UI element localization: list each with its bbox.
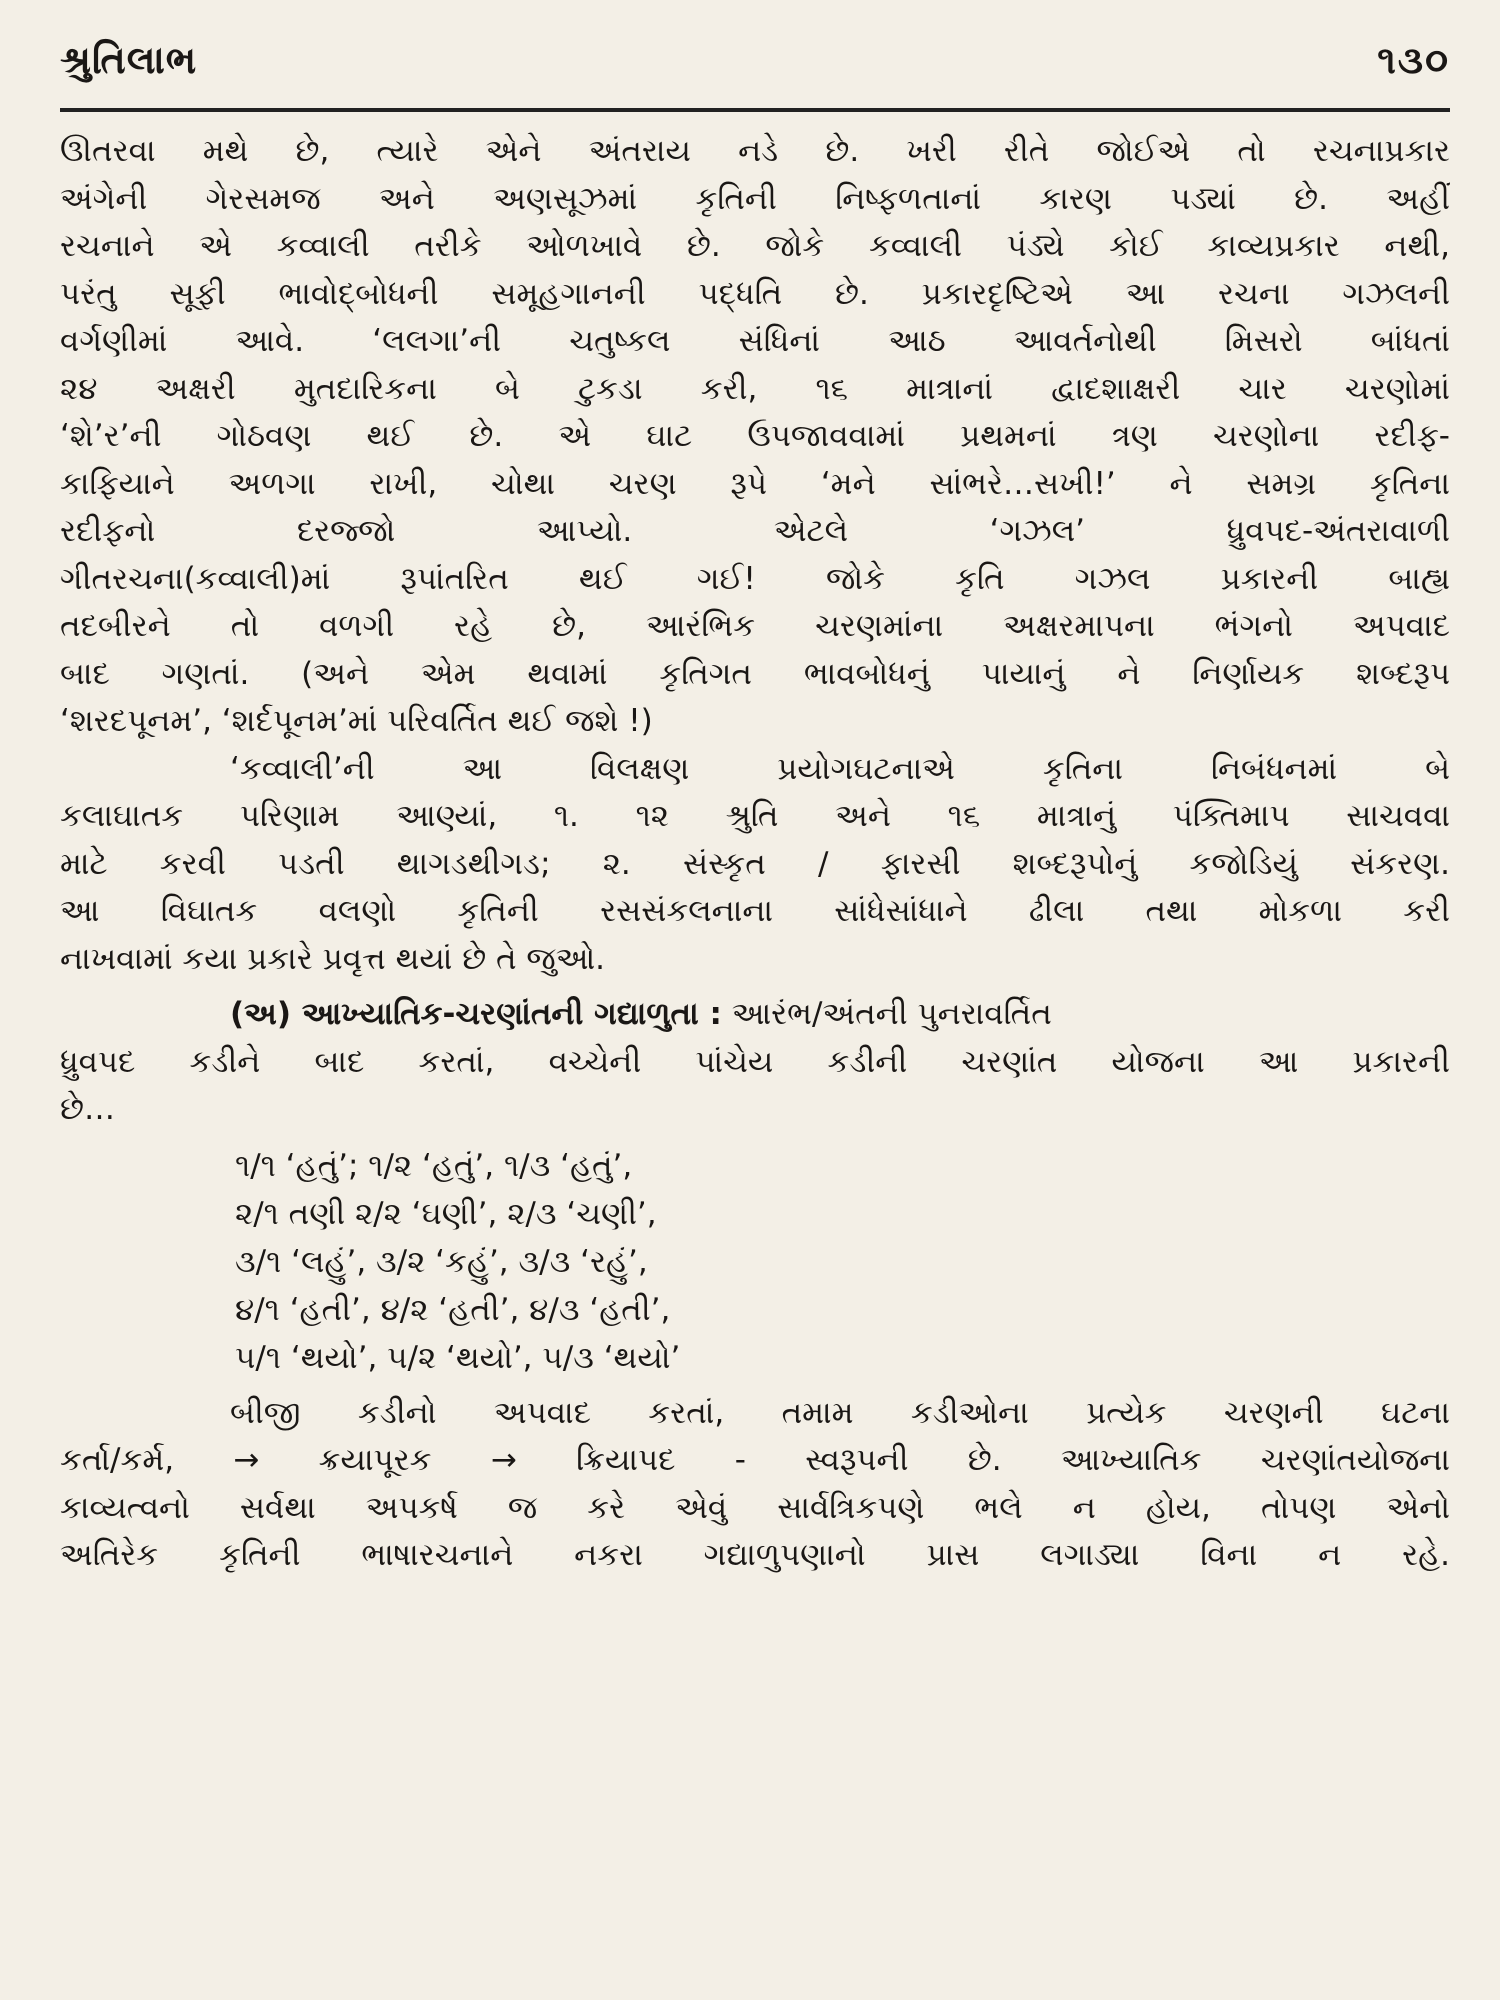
text-line: ‘કવ્વાલી’ની આ વિલક્ષણ પ્રયોગઘટનાએ કૃતિના નિબંધનમાં બે [230, 750, 1450, 787]
text-line: પરંતુ સૂફી ભાવોદ્‌બોધની સમૂહગાનની પદ્ધતિ છે. પ્રકારદૃષ્ટિએ આ રચના ગઝલની [60, 275, 1450, 312]
text-line: વર્ગણીમાં આવે. ‘લલગા’ની ચતુષ્કલ સંધિનાં આઠ આવર્તનોથી મિસરો બાંધતાં [60, 323, 1450, 359]
paragraph-gap [60, 1382, 1450, 1390]
text-line: ધ્રુવપદ કડીને બાદ કરતાં, વચ્ચેની પાંચેય કડીની ચરણાંત યોજના આ પ્રકારની [60, 1043, 1450, 1080]
text-line: ગીતરચના(કવ્વાલી)માં રૂપાંતરિત થઈ ગઈ! જોકે કૃતિ ગઝલ પ્રકારની બાહ્ય [60, 560, 1450, 597]
text-line: આ વિઘાતક વલણો કૃતિની રસસંકલનાના સાંધેસાંધાને ઢીલા તથા મોકળા કરી [60, 893, 1450, 929]
list-item: ૪/૧ ‘હતી’, ૪/૨ ‘હતી’, ૪/૩ ‘હતી’, [235, 1291, 671, 1328]
page-header [60, 30, 1450, 110]
header-rule [60, 108, 1450, 112]
text-line: કાવ્યત્વનો સર્વથા અપકર્ષ જ કરે એવું સાર્વત્રિકપણે ભલે ન હોય, તોપણ એનો [60, 1489, 1450, 1526]
text-line: તદબીરને તો વળગી રહે છે, આરંભિક ચરણમાંના અક્ષરમાપના ભંગનો અપવાદ [60, 608, 1450, 644]
list-item: ૫/૧ ‘થયો’, ૫/૨ ‘થયો’, ૫/૩ ‘થયો’ [235, 1339, 681, 1376]
body-text [60, 128, 1450, 1580]
paragraph-1 [60, 128, 1450, 746]
rhyme-scheme-list [60, 1142, 1450, 1382]
text-line: રચનાને એ કવ્વાલી તરીકે ઓળખાવે છે. જોકે કવ્વાલી પંડ્યે કોઈ કાવ્યપ્રકાર નથી, [60, 228, 1450, 264]
paragraph-2 [60, 746, 1450, 984]
text-line: ૨૪ અક્ષરી મુતદારિકના બે ટુકડા કરી, ૧૬ માત્રાનાં દ્વાદશાક્ષરી ચાર ચરણોમાં [60, 370, 1450, 407]
text-line: કલાઘાતક પરિણામ આણ્યાં, ૧. ૧૨ શ્રુતિ અને ૧૬ માત્રાનું પંક્તિમાપ સાચવવા [60, 798, 1450, 834]
page-number: ૧૩૦ [1377, 38, 1450, 82]
paragraph-3 [60, 991, 1450, 1134]
text-line: છે… [60, 1091, 115, 1127]
text-fragment: આરંભ/અંતની પુનરાવર્તિત [721, 996, 1052, 1032]
text-line: અતિરેક કૃતિની ભાષારચનાને નકરા ગદ્યાળુપણાનો પ્રાસ લગાડ્યા વિના ન રહે. [60, 1537, 1450, 1573]
text-line: બાદ ગણતાં. (અને એમ થવામાં કૃતિગત ભાવબોધનું પાયાનું ને નિર્ણાયક શબ્દરૂપ [60, 655, 1450, 692]
list-item: ૩/૧ ‘લહું’, ૩/૨ ‘કહું’, ૩/૩ ‘રહું’, [235, 1243, 648, 1280]
text-line: ‘શરદપૂનમ’, ‘શર્દપૂનમ’માં પરિવર્તિત થઈ જશે !) [60, 703, 653, 739]
paragraph-4 [60, 1390, 1450, 1580]
paragraph-gap [60, 1134, 1450, 1142]
section-heading: (અ) આખ્યાતિક-ચરણાંતની ગદ્યાળુતા : [230, 996, 722, 1032]
text-line: રદીફનો દરજ્જો આપ્યો. એટલે ‘ગઝલ’ ધ્રુવપદ-અંતરાવાળી [60, 513, 1450, 549]
text-line [60, 991, 1450, 1039]
text-line: કાફિયાને અળગા રાખી, ચોથા ચરણ રૂપે ‘મને સાંભરે…સખી!’ ને સમગ્ર કૃતિના [60, 465, 1450, 502]
text-line: ‘શે’ર’ની ગોઠવણ થઈ છે. એ ઘાટ ઉપજાવવામાં પ્રથમનાં ત્રણ ચરણોના રદીફ- [60, 418, 1450, 454]
running-title: શ્રુતિલાભ [60, 38, 198, 82]
paragraph-gap [60, 983, 1450, 991]
text-line: કર્તા/કર્મ, → ક્રયાપૂરક → ક્રિયાપદ - સ્વરૂપની છે. આખ્યાતિક ચરણાંતયોજના [60, 1442, 1450, 1478]
text-line: નાખવામાં કયા પ્રકારે પ્રવૃત્ત થયાં છે તે જુઓ. [60, 940, 606, 977]
list-item: ૧/૧ ‘હતું’; ૧/૨ ‘હતું’, ૧/૩ ‘હતું’, [235, 1147, 633, 1184]
list-item: ૨/૧ તણી ૨/૨ ‘ઘણી’, ૨/૩ ‘ચણી’, [235, 1195, 657, 1232]
text-line: બીજી કડીનો અપવાદ કરતાં, તમામ કડીઓના પ્રત્યેક ચરણની ઘટના [230, 1394, 1450, 1431]
text-line: ઊતરવા મથે છે, ત્યારે એને અંતરાય નડે છે. ખરી રીતે જોઈએ તો રચનાપ્રકાર [60, 133, 1450, 169]
text-line: માટે કરવી પડતી થાગડથીગડ; ૨. સંસ્કૃત / ફારસી શબ્દરૂપોનું કજોડિયું સંકરણ. [60, 845, 1450, 882]
text-line: અંગેની ગેરસમજ અને અણસૂઝમાં કૃતિની નિષ્ફળતાનાં કારણ પડ્યાં છે. અહીં [60, 180, 1450, 217]
